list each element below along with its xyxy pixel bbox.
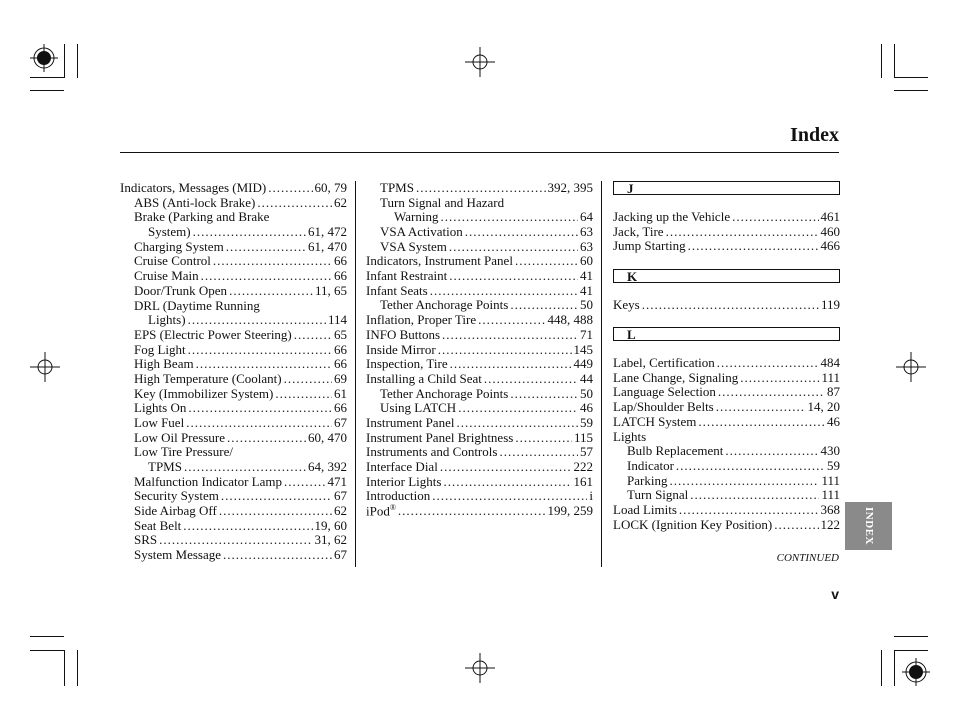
leader-dots bbox=[430, 284, 578, 299]
entry-label: Bulb Replacement bbox=[627, 444, 724, 459]
entry-label: Lane Change, Signaling bbox=[613, 370, 739, 385]
entry-page: 60, 79 bbox=[314, 181, 347, 195]
leader-dots bbox=[718, 386, 825, 401]
entry-label: Indicator bbox=[627, 458, 674, 473]
index-entry bbox=[366, 299, 593, 314]
leader-dots bbox=[774, 518, 818, 533]
leader-dots bbox=[226, 240, 306, 255]
index-column-1 bbox=[120, 181, 347, 563]
leader-dots bbox=[442, 328, 578, 343]
entry-page: 111 bbox=[821, 473, 840, 488]
entry-page: 63 bbox=[580, 225, 593, 240]
section-header: J bbox=[613, 181, 840, 195]
entry-label: Introduction bbox=[366, 489, 431, 504]
entry-page: 31, 62 bbox=[314, 533, 347, 548]
index-entry bbox=[613, 474, 840, 489]
leader-dots bbox=[510, 299, 578, 314]
entry-page: 448, 488 bbox=[547, 313, 593, 328]
entry-page: 59 bbox=[827, 458, 840, 473]
leader-dots bbox=[188, 313, 326, 328]
index-entry bbox=[366, 181, 593, 196]
entry-page: 66 bbox=[334, 357, 347, 372]
index-entry bbox=[366, 357, 593, 372]
leader-dots bbox=[478, 313, 545, 328]
entry-label: Turn Signal bbox=[627, 488, 689, 503]
entry-page: 44 bbox=[580, 371, 593, 386]
leader-dots bbox=[275, 387, 332, 402]
entry-label: VSA Activation bbox=[380, 225, 463, 240]
index-entry: Turn Signal and Hazard bbox=[380, 194, 505, 210]
entry-page: 66 bbox=[334, 254, 347, 269]
leader-dots bbox=[725, 444, 818, 459]
page-title: Index bbox=[790, 124, 839, 146]
entry-label: Inside Mirror bbox=[366, 342, 436, 357]
entry-label: VSA System bbox=[380, 239, 447, 254]
entry-page: 466 bbox=[820, 239, 840, 254]
entry-label: Malfunction Indicator Lamp bbox=[134, 474, 283, 489]
leader-dots bbox=[732, 210, 818, 225]
entry-label: Tether Anchorage Points bbox=[380, 386, 509, 401]
leader-dots bbox=[227, 431, 306, 446]
leader-dots bbox=[510, 387, 578, 402]
entry-page: 65 bbox=[334, 327, 347, 342]
leader-dots bbox=[188, 401, 332, 416]
leader-dots bbox=[416, 181, 546, 196]
leader-dots bbox=[515, 431, 572, 446]
leader-dots bbox=[499, 445, 578, 460]
leader-dots bbox=[196, 357, 332, 372]
leader-dots bbox=[642, 298, 819, 313]
index-entry bbox=[120, 313, 347, 328]
entry-page: 222 bbox=[573, 460, 593, 475]
entry-label: Seat Belt bbox=[134, 518, 182, 533]
index-entry bbox=[613, 518, 840, 533]
index-entry bbox=[120, 460, 347, 475]
entry-label: Interface Dial bbox=[366, 460, 438, 475]
leader-dots bbox=[450, 357, 572, 372]
continued-note: CONTINUED bbox=[776, 552, 839, 564]
leader-dots bbox=[515, 254, 578, 269]
index-entry bbox=[366, 240, 593, 255]
entry-label: Low Fuel bbox=[134, 416, 185, 430]
leader-dots bbox=[465, 225, 578, 240]
leader-dots bbox=[438, 343, 572, 358]
entry-page: 62 bbox=[334, 504, 347, 519]
entry-label: Language Selection bbox=[613, 385, 716, 400]
entry-label: EPS (Electric Power Steering) bbox=[134, 327, 292, 342]
leader-dots bbox=[716, 400, 806, 415]
leader-dots bbox=[440, 460, 572, 475]
entry-page: i bbox=[589, 489, 593, 504]
entry-label: Lap/Shoulder Belts bbox=[613, 400, 714, 415]
index-entry bbox=[366, 387, 593, 402]
index-tab-label: INDEX bbox=[862, 507, 875, 545]
index-entry bbox=[613, 415, 840, 430]
index-entry bbox=[613, 371, 840, 386]
entry-label: Indicators, Instrument Panel bbox=[366, 254, 513, 269]
entry-page: 63 bbox=[580, 239, 593, 254]
index-entry bbox=[120, 504, 347, 519]
entry-label: LATCH System bbox=[613, 414, 697, 429]
entry-label: Indicators, Messages (MID) bbox=[120, 181, 267, 195]
leader-dots bbox=[229, 284, 313, 299]
index-entry bbox=[366, 401, 593, 416]
index-entry bbox=[120, 181, 347, 196]
leader-dots bbox=[432, 489, 587, 504]
entry-page: 145 bbox=[573, 342, 593, 357]
leader-dots bbox=[676, 459, 825, 474]
leader-dots bbox=[201, 269, 332, 284]
page-number: v bbox=[831, 586, 839, 602]
entry-page: 430 bbox=[820, 444, 840, 459]
index-entry bbox=[120, 475, 347, 490]
entry-page: 64 bbox=[580, 210, 593, 225]
index-entry bbox=[120, 269, 347, 284]
index-entry bbox=[366, 313, 593, 328]
entry-page: 59 bbox=[580, 416, 593, 430]
entry-label: Side Airbag Off bbox=[134, 504, 217, 519]
entry-page: 460 bbox=[820, 224, 840, 239]
leader-dots bbox=[740, 371, 819, 386]
entry-label: iPod® bbox=[366, 504, 396, 519]
entry-page: 111 bbox=[821, 488, 840, 503]
entry-label: Instrument Panel Brightness bbox=[366, 430, 514, 445]
entry-label: Jacking up the Vehicle bbox=[613, 210, 731, 224]
leader-dots bbox=[159, 534, 312, 549]
leader-dots bbox=[666, 225, 819, 240]
index-entry bbox=[366, 460, 593, 475]
index-entry bbox=[366, 269, 593, 284]
entry-page: 61 bbox=[334, 386, 347, 401]
entry-label: Charging System bbox=[134, 239, 224, 254]
crosshair-icon bbox=[896, 352, 926, 382]
entry-page: 199, 259 bbox=[547, 504, 593, 519]
leader-dots bbox=[221, 489, 332, 504]
entry-page: 119 bbox=[820, 297, 840, 312]
leader-dots bbox=[184, 460, 306, 475]
entry-label: System Message bbox=[134, 548, 222, 563]
leader-dots bbox=[698, 415, 825, 430]
entry-label: TPMS bbox=[148, 460, 182, 475]
index-entry bbox=[366, 475, 593, 490]
leader-dots bbox=[183, 519, 312, 534]
leader-dots bbox=[443, 475, 571, 490]
entry-page: 392, 395 bbox=[547, 181, 593, 195]
entry-label: High Beam bbox=[134, 357, 194, 372]
index-entry bbox=[613, 298, 840, 313]
entry-page: 50 bbox=[580, 386, 593, 401]
index-column-2 bbox=[366, 181, 593, 519]
entry-page: 161 bbox=[573, 474, 593, 489]
index-entry: Brake (Parking and Brake bbox=[134, 209, 270, 225]
index-entry bbox=[120, 225, 347, 240]
entry-page: 484 bbox=[820, 356, 840, 371]
index-entry bbox=[366, 504, 593, 519]
entry-page: 61, 472 bbox=[308, 225, 347, 240]
leader-dots bbox=[449, 269, 578, 284]
index-entry bbox=[120, 328, 347, 343]
index-entry bbox=[613, 239, 840, 254]
entry-page: 11, 65 bbox=[314, 283, 347, 298]
entry-page: 111 bbox=[821, 370, 840, 385]
entry-label: Label, Certification bbox=[613, 356, 715, 371]
index-entry bbox=[120, 489, 347, 504]
leader-dots bbox=[284, 475, 325, 490]
entry-label: Load Limits bbox=[613, 503, 677, 517]
leader-dots bbox=[669, 474, 819, 489]
leader-dots bbox=[257, 196, 332, 211]
index-entry bbox=[120, 387, 347, 402]
index-entry bbox=[366, 328, 593, 343]
entry-page: 19, 60 bbox=[314, 518, 347, 533]
entry-label: Infant Seats bbox=[366, 283, 428, 298]
entry-page: 449 bbox=[573, 357, 593, 372]
leader-dots bbox=[717, 356, 819, 371]
registration-target-icon bbox=[902, 658, 930, 686]
index-entry bbox=[613, 356, 840, 371]
entry-page: 41 bbox=[580, 283, 593, 298]
entry-page: 67 bbox=[334, 416, 347, 430]
leader-dots bbox=[398, 504, 546, 519]
entry-label: ABS (Anti-lock Brake) bbox=[134, 195, 256, 210]
entry-label: Interior Lights bbox=[366, 474, 442, 489]
index-entry bbox=[366, 225, 593, 240]
entry-label: TPMS bbox=[380, 181, 414, 195]
entry-page: 50 bbox=[580, 298, 593, 313]
leader-dots bbox=[188, 343, 332, 358]
leader-dots bbox=[213, 254, 332, 269]
index-entry bbox=[120, 534, 347, 549]
leader-dots bbox=[223, 548, 332, 563]
section-header: K bbox=[613, 269, 840, 283]
index-entry bbox=[366, 343, 593, 358]
leader-dots bbox=[294, 328, 332, 343]
leader-dots bbox=[219, 504, 332, 519]
index-entry bbox=[120, 548, 347, 563]
leader-dots bbox=[449, 240, 578, 255]
entry-page: 471 bbox=[327, 474, 347, 489]
leader-dots bbox=[268, 181, 312, 196]
entry-page: 60 bbox=[580, 254, 593, 269]
index-entry bbox=[366, 372, 593, 387]
title-rule bbox=[120, 152, 839, 153]
entry-label: Instruments and Controls bbox=[366, 445, 498, 460]
entry-label: Low Oil Pressure bbox=[134, 430, 225, 445]
entry-label: Infant Restraint bbox=[366, 269, 448, 284]
entry-page: 66 bbox=[334, 269, 347, 284]
index-entry bbox=[366, 416, 593, 431]
entry-label: System) bbox=[148, 225, 191, 240]
index-entry bbox=[613, 210, 840, 225]
entry-page: 67 bbox=[334, 548, 347, 563]
index-entry bbox=[613, 488, 840, 503]
leader-dots bbox=[284, 372, 332, 387]
leader-dots bbox=[193, 225, 306, 240]
entry-label: Installing a Child Seat bbox=[366, 371, 482, 386]
entry-label: High Temperature (Coolant) bbox=[134, 371, 282, 386]
entry-label: Lights) bbox=[148, 313, 186, 328]
entry-label: Warning bbox=[394, 210, 439, 225]
index-entry: DRL (Daytime Running bbox=[134, 297, 260, 313]
index-entry bbox=[366, 489, 593, 504]
index-entry bbox=[613, 503, 840, 518]
index-entry bbox=[120, 519, 347, 534]
entry-label: Inspection, Tire bbox=[366, 357, 448, 372]
entry-page: 67 bbox=[334, 489, 347, 504]
index-entry bbox=[366, 445, 593, 460]
entry-page: 64, 392 bbox=[308, 460, 347, 475]
index-entry bbox=[366, 431, 593, 446]
leader-dots bbox=[456, 416, 578, 431]
entry-label: Jump Starting bbox=[613, 239, 686, 254]
entry-page: 14, 20 bbox=[807, 400, 840, 415]
index-entry bbox=[120, 254, 347, 269]
entry-page: 61, 470 bbox=[308, 239, 347, 254]
entry-page: 66 bbox=[334, 401, 347, 416]
index-tab[interactable] bbox=[845, 502, 892, 550]
index-entry bbox=[120, 284, 347, 299]
entry-label: Inflation, Proper Tire bbox=[366, 313, 477, 328]
entry-page: 87 bbox=[827, 385, 840, 400]
crosshair-icon bbox=[30, 352, 60, 382]
index-entry bbox=[120, 240, 347, 255]
entry-label: Tether Anchorage Points bbox=[380, 298, 509, 313]
entry-label: Lights On bbox=[134, 401, 187, 416]
index-column-3 bbox=[613, 181, 840, 532]
index-entry bbox=[120, 431, 347, 446]
entry-page: 368 bbox=[820, 503, 840, 517]
leader-dots bbox=[186, 416, 332, 431]
entry-page: 71 bbox=[580, 327, 593, 342]
index-entry bbox=[120, 343, 347, 358]
entry-label: Cruise Control bbox=[134, 254, 211, 269]
index-entry bbox=[366, 210, 593, 225]
leader-dots bbox=[484, 372, 578, 387]
entry-page: 69 bbox=[334, 371, 347, 386]
leader-dots bbox=[458, 401, 578, 416]
crosshair-icon bbox=[465, 47, 495, 77]
entry-label: Door/Trunk Open bbox=[134, 283, 228, 298]
entry-page: 115 bbox=[573, 430, 593, 445]
entry-page: 122 bbox=[820, 517, 840, 532]
index-entry: Low Tire Pressure/ bbox=[134, 444, 233, 460]
entry-page: 46 bbox=[580, 401, 593, 416]
entry-label: Key (Immobilizer System) bbox=[134, 386, 274, 401]
entry-label: Fog Light bbox=[134, 342, 186, 357]
entry-label: Using LATCH bbox=[380, 401, 457, 416]
index-entry bbox=[613, 459, 840, 474]
entry-page: 62 bbox=[334, 195, 347, 210]
index-entry bbox=[366, 254, 593, 269]
entry-page: 57 bbox=[580, 445, 593, 460]
entry-page: 66 bbox=[334, 342, 347, 357]
index-entry bbox=[613, 444, 840, 459]
index-entry bbox=[120, 372, 347, 387]
index-entry bbox=[120, 196, 347, 211]
index-entry bbox=[120, 357, 347, 372]
entry-label: Instrument Panel bbox=[366, 416, 455, 430]
entry-label: Parking bbox=[627, 473, 668, 488]
registration-target-icon bbox=[30, 44, 58, 72]
entry-label: SRS bbox=[134, 533, 158, 548]
entry-label: Jack, Tire bbox=[613, 224, 664, 239]
entry-label: LOCK (Ignition Key Position) bbox=[613, 517, 773, 532]
index-entry bbox=[366, 284, 593, 299]
index-entry bbox=[120, 416, 347, 431]
index-entry: Lights bbox=[613, 428, 647, 444]
leader-dots bbox=[679, 503, 819, 518]
entry-label: Cruise Main bbox=[134, 269, 199, 284]
index-entry bbox=[613, 400, 840, 415]
column-divider bbox=[355, 181, 356, 567]
entry-page: 60, 470 bbox=[308, 430, 347, 445]
entry-label: INFO Buttons bbox=[366, 327, 441, 342]
entry-page: 41 bbox=[580, 269, 593, 284]
leader-dots bbox=[690, 488, 819, 503]
entry-page: 46 bbox=[827, 414, 840, 429]
index-entry bbox=[120, 401, 347, 416]
entry-label: Security System bbox=[134, 489, 219, 504]
column-divider bbox=[601, 181, 602, 567]
leader-dots bbox=[688, 239, 819, 254]
index-entry bbox=[613, 225, 840, 240]
entry-page: 114 bbox=[327, 313, 347, 328]
crosshair-icon bbox=[465, 653, 495, 683]
entry-page: 461 bbox=[820, 210, 840, 224]
section-header: L bbox=[613, 327, 840, 341]
entry-label: Keys bbox=[613, 297, 640, 312]
leader-dots bbox=[440, 210, 578, 225]
index-entry bbox=[613, 386, 840, 401]
